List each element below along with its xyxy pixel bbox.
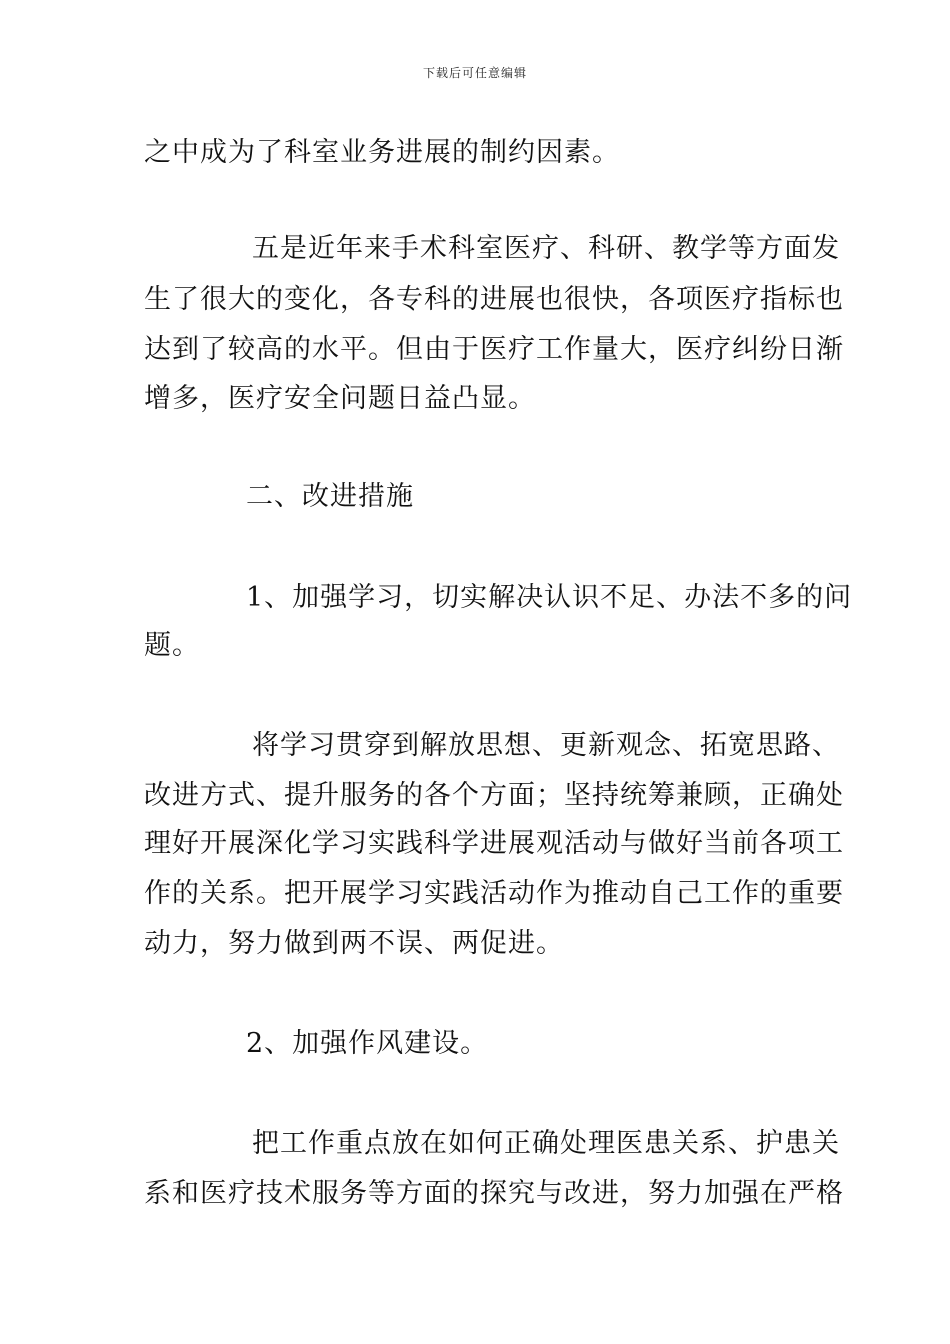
paragraph-line: 达到了较高的水平。但由于医疗工作量大，医疗纠纷日渐 xyxy=(144,334,844,365)
paragraph-line: 生了很大的变化，各专科的进展也很快，各项医疗指标也 xyxy=(144,284,844,315)
subheading-line: 2、加强作风建设。 xyxy=(246,1028,489,1059)
paragraph-line: 改进方式、提升服务的各个方面；坚持统筹兼顾，正确处 xyxy=(144,780,844,811)
paragraph-line: 把工作重点放在如何正确处理医患关系、护患关 xyxy=(252,1128,840,1159)
subheading-line: 1、加强学习，切实解决认识不足、办法不多的问 xyxy=(246,582,853,613)
page-header: 下载后可任意编辑 xyxy=(422,66,527,80)
paragraph-line: 作的关系。把开展学习实践活动作为推动自己工作的重要 xyxy=(144,878,844,909)
paragraph-line: 将学习贯穿到解放思想、更新观念、拓宽思路、 xyxy=(252,730,840,761)
paragraph-line: 之中成为了科室业务进展的制约因素。 xyxy=(144,137,620,168)
paragraph-line: 理好开展深化学习实践科学进展观活动与做好当前各项工 xyxy=(144,828,844,859)
paragraph-line: 五是近年来手术科室医疗、科研、教学等方面发 xyxy=(252,233,840,264)
subheading-line: 题。 xyxy=(144,630,200,661)
section-heading: 二、改进措施 xyxy=(246,481,414,512)
paragraph-line: 动力，努力做到两不误、两促进。 xyxy=(144,928,564,959)
paragraph-line: 增多，医疗安全问题日益凸显。 xyxy=(144,383,536,414)
paragraph-line: 系和医疗技术服务等方面的探究与改进，努力加强在严格 xyxy=(144,1178,844,1209)
